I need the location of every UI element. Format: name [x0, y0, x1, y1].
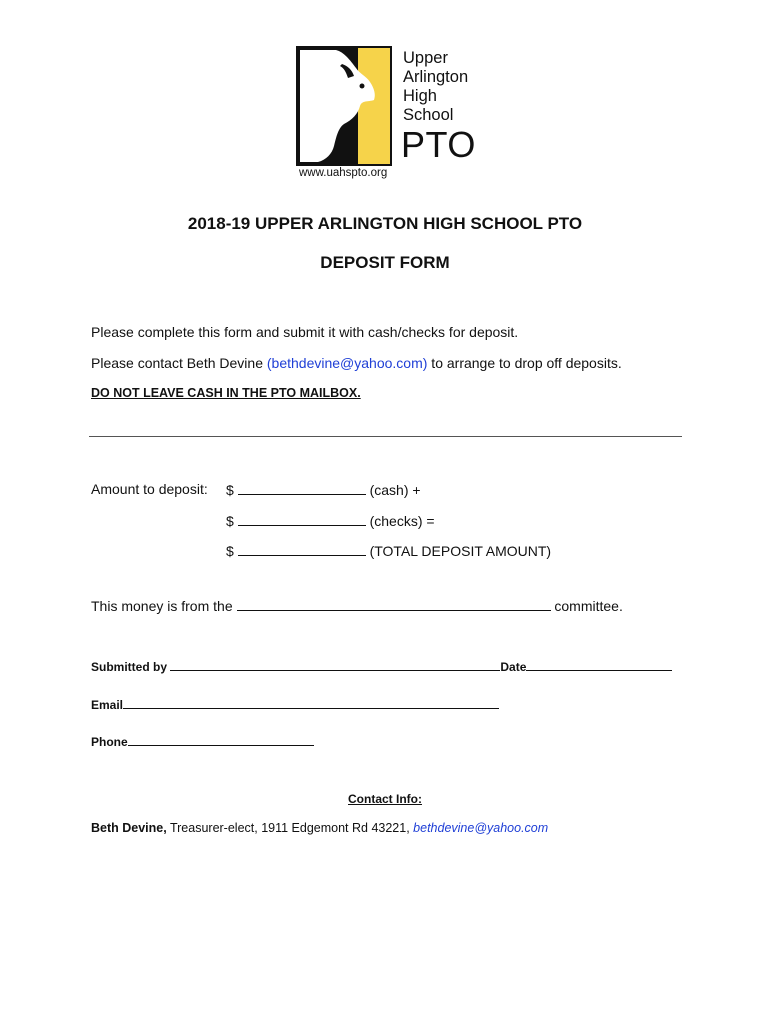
form-title: 2018-19 UPPER ARLINGTON HIGH SCHOOL PTO	[187, 214, 583, 233]
phone-field[interactable]	[128, 734, 314, 746]
email-field[interactable]	[123, 697, 499, 709]
instruction-pre: Please contact Beth Devine	[91, 355, 267, 371]
cash-warning: DO NOT LEAVE CASH IN THE PTO MAILBOX.	[91, 386, 361, 400]
submitted-by-field[interactable]	[170, 659, 500, 671]
currency-symbol: $	[226, 513, 234, 529]
date-label: Date	[500, 660, 527, 674]
checks-amount-row	[226, 512, 435, 529]
committee-post: committee.	[554, 598, 623, 614]
bear-logo-icon	[296, 46, 392, 166]
cash-amount-field[interactable]	[238, 481, 366, 495]
logo-url: www.uahspto.org	[299, 167, 388, 179]
cash-amount-row	[226, 481, 421, 498]
contact-email[interactable]: bethdevine@yahoo.com	[409, 821, 549, 835]
checks-amount-field[interactable]	[238, 512, 366, 526]
committee-row	[91, 597, 623, 614]
logo-school-name	[403, 49, 468, 125]
checks-label: (checks) =	[369, 513, 435, 529]
amount-label: Amount to deposit:	[91, 481, 208, 497]
currency-symbol: $	[226, 543, 234, 559]
logo-pto-text: PTO	[401, 124, 476, 165]
contact-info-heading: Contact Info:	[348, 792, 422, 806]
date-field[interactable]	[526, 659, 672, 671]
committee-pre: This money is from the	[91, 598, 233, 614]
total-amount-row	[226, 542, 551, 559]
phone-label: Phone	[91, 735, 128, 749]
instruction-line-2	[91, 355, 622, 371]
section-divider	[89, 436, 682, 437]
total-amount-field[interactable]	[238, 542, 366, 556]
contact-email-link[interactable]: (bethdevine@yahoo.com)	[266, 355, 428, 371]
logo-line-2: Arlington	[403, 68, 469, 86]
logo-line-1: Upper	[403, 49, 448, 67]
logo-line-4: School	[403, 106, 454, 124]
currency-symbol: $	[226, 482, 234, 498]
pto-logo	[296, 46, 486, 186]
form-subtitle: DEPOSIT FORM	[320, 253, 450, 272]
contact-details: Treasurer-elect, 1911 Edgemont Rd 43221,	[166, 821, 410, 835]
instruction-line-1: Please complete this form and submit it with cash/checks for deposit.	[91, 324, 519, 340]
submitted-by-label: Submitted by	[91, 660, 168, 674]
contact-name: Beth Devine,	[91, 821, 167, 835]
cash-label: (cash) +	[369, 482, 421, 498]
committee-field[interactable]	[237, 597, 551, 611]
total-label: (TOTAL DEPOSIT AMOUNT)	[369, 543, 552, 559]
email-label: Email	[91, 698, 124, 712]
phone-row	[91, 734, 314, 749]
contact-info-line	[91, 821, 548, 835]
logo-line-3: High	[403, 87, 437, 105]
instruction-post: to arrange to drop off deposits.	[427, 355, 622, 371]
submitted-by-row	[91, 659, 672, 674]
email-row	[91, 697, 499, 712]
